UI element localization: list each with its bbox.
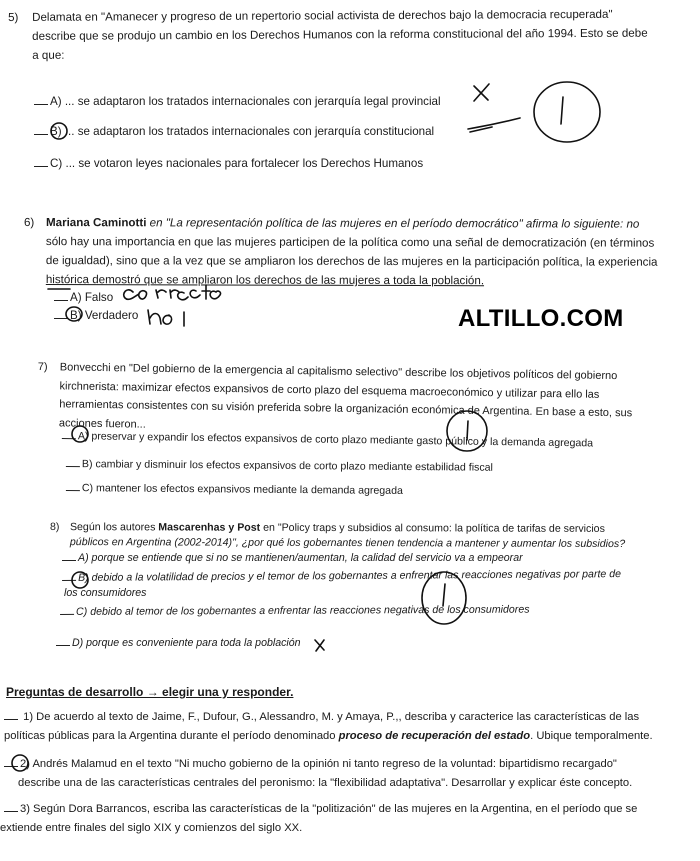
question-text: Bonvecchi en "Del gobierno de la emergencia al capitalismo selectivo" describe los objetivos políticos del gobierno: [59, 361, 618, 383]
option-text: los consumidores: [64, 587, 147, 599]
answer-blank[interactable]: [34, 124, 48, 135]
question-number: 6): [23, 215, 35, 230]
answer-blank[interactable]: [54, 308, 68, 319]
question-text: en "Policy traps y subsidios al consumo: la política de tarifas de servicios: [260, 521, 605, 535]
q5-option-a[interactable]: [34, 92, 441, 111]
option-marker: D): [72, 637, 84, 649]
question-text: . Ubique temporalmente.: [530, 730, 653, 742]
question-text: Según los autores: [69, 521, 159, 534]
option-text: debido al temor de los gobernantes a enfrentar las reacciones negativas de los consumidores: [90, 603, 530, 618]
question-text: 1) De acuerdo al texto de Jaime, F., Dufour, G., Alessandro, M. y Amaya, P.,, describa y caracterice las características de las: [23, 711, 640, 723]
q8-option-b-cont: [64, 586, 146, 601]
q6-handwriting-no-icon: [148, 310, 184, 326]
q8-option-a[interactable]: [62, 550, 523, 566]
question-5: [8, 5, 648, 65]
answer-blank[interactable]: [34, 94, 48, 105]
q8-option-b[interactable]: [62, 566, 621, 586]
q8-option-c[interactable]: [60, 602, 530, 620]
q5-check-stroke-icon: [468, 118, 520, 132]
question-number: 5): [8, 10, 19, 24]
answer-blank[interactable]: [4, 801, 18, 812]
q5-x-mark-icon: [474, 84, 489, 101]
option-text: cambiar y disminuir los efectos expansivos de corto plazo mediante estabilidad fiscal: [95, 458, 493, 474]
answer-blank[interactable]: [66, 456, 80, 467]
answer-blank[interactable]: [4, 756, 18, 767]
question-text: públicos en Argentina (2002-2014)", ¿por qué los gobernantes tienen tendencia a mantener y aumentar los subsidios?: [69, 536, 626, 551]
question-text: a que:: [32, 48, 65, 62]
answer-blank[interactable]: [62, 428, 76, 439]
option-text: porque se entiende que si no se mantienen/aumentan, la calidad del servicio va a empeorar: [91, 552, 523, 564]
question-text: histórica demostró que se ampliaron los derechos de las mujeres a toda la población.: [45, 273, 485, 288]
option-text: Falso: [84, 291, 114, 304]
question-text: sólo hay una importancia en que las mujeres participen de la política como una señal de democratización (en términos: [45, 235, 655, 250]
author-names: Mascarenhas y Post: [158, 521, 261, 534]
question-6: [24, 213, 658, 291]
author-name: Mariana Caminotti: [45, 216, 147, 230]
section-heading: Preguntas de desarrollo → elegir una y responder.: [6, 685, 294, 699]
answer-blank[interactable]: [56, 635, 70, 646]
answer-blank[interactable]: [60, 604, 74, 615]
option-marker: B): [70, 309, 82, 322]
watermark-logo: ALTILLO.COM: [458, 305, 624, 332]
option-marker: C): [76, 605, 88, 618]
answer-blank[interactable]: [66, 480, 80, 491]
option-marker: B): [50, 125, 62, 138]
option-marker: B): [78, 571, 89, 584]
question-text: herramientas consistentes con su visión preferida sobre la organización económica de Argentina. En base a esto, sus: [59, 398, 633, 420]
answer-blank[interactable]: [62, 570, 76, 581]
question-text: de igualdad), sino que a la vez que se ampliaron los derechos de las mujeres en la participación política, la experiencia: [45, 254, 658, 269]
question-8: [50, 520, 625, 552]
option-marker: A): [70, 291, 82, 304]
dev-question-2[interactable]: [4, 755, 632, 793]
question-text: describe una de las características centrales del peronismo: la "flexibilidad adaptativa". Desarrollar y explicar éste concepto.: [18, 777, 633, 789]
question-text: 3) Según Dora Barrancos, escriba las características de la "politización" de las mujeres en la Argentina, en el período que se: [20, 803, 638, 815]
option-text: ... se adaptaron los tratados internacionales con jerarquía constitucional: [64, 125, 435, 138]
question-text: kirchnerista: maximizar efectos expansivos de corto plazo del esquema macroeconómico y utilizar para ello las: [59, 379, 600, 401]
option-marker: B): [81, 458, 93, 471]
option-text: debido a la volatilidad de precios y el temor de los gobernantes a enfrentar las reacciones negativas por parte de: [91, 568, 622, 584]
q5-option-c[interactable]: [34, 154, 423, 173]
option-text: porque es conveniente para toda la población: [86, 637, 301, 649]
option-marker: C): [81, 482, 94, 495]
q5-option-b[interactable]: [34, 122, 434, 141]
option-text: Verdadero: [84, 309, 139, 322]
answer-blank[interactable]: [4, 709, 18, 720]
q6-option-a[interactable]: [54, 288, 113, 307]
option-text: mantener los efectos expansivos mediante la demanda agregada: [96, 482, 403, 497]
q8-d-x-mark-icon: [315, 640, 324, 651]
dev-question-1[interactable]: [4, 708, 653, 746]
emphasis-text: proceso de recuperación del estado: [338, 730, 531, 742]
question-text: políticas públicas para la Argentina durante el período denominado: [4, 730, 339, 742]
option-marker: A): [50, 95, 62, 108]
q7-option-c[interactable]: [66, 479, 403, 501]
option-marker: C): [50, 157, 63, 170]
q6-option-b[interactable]: [54, 306, 138, 325]
option-text: preservar y expandir los efectos expansivos de corto plazo mediante gasto público y la demanda agregada: [91, 430, 594, 450]
q5-score-digit-icon: [561, 97, 563, 124]
question-text: 2) Andrés Malamud en el texto "Ni mucho gobierno de la opinión ni tanto regreso de la voluntad: bipartidismo recargado": [20, 758, 617, 770]
question-text: describe que se produjo un cambio en los Derechos Humanos con la reforma constitucional del año 1994. Esto se debe: [32, 26, 648, 43]
question-text: en "La representación política de las mujeres en el período democrático" afirma lo siguiente: no: [146, 216, 640, 231]
question-number: 8): [49, 521, 60, 534]
option-text: ... se adaptaron los tratados internacionales con jerarquía legal provincial: [64, 95, 441, 108]
answer-blank[interactable]: [54, 290, 68, 301]
q5-score-circle-icon: [534, 82, 600, 142]
answer-blank[interactable]: [34, 156, 48, 167]
question-text: Delamata en "Amanecer y progreso de un repertorio social activista de derechos bajo la democracia recuperada": [32, 7, 613, 24]
option-marker: A): [78, 552, 89, 564]
answer-blank[interactable]: [62, 550, 76, 561]
question-text: extiende entre finales del siglo XIX y comienzos del siglo XX.: [0, 822, 303, 834]
q8-option-d[interactable]: [56, 635, 301, 651]
option-marker: A): [77, 430, 89, 443]
question-number: 7): [37, 360, 48, 374]
option-text: ... se votaron leyes nacionales para fortalecer los Derechos Humanos: [65, 157, 424, 170]
question-text: acciones fueron...: [58, 416, 146, 431]
q7-option-b[interactable]: [66, 455, 493, 478]
dev-question-3[interactable]: [0, 800, 637, 838]
